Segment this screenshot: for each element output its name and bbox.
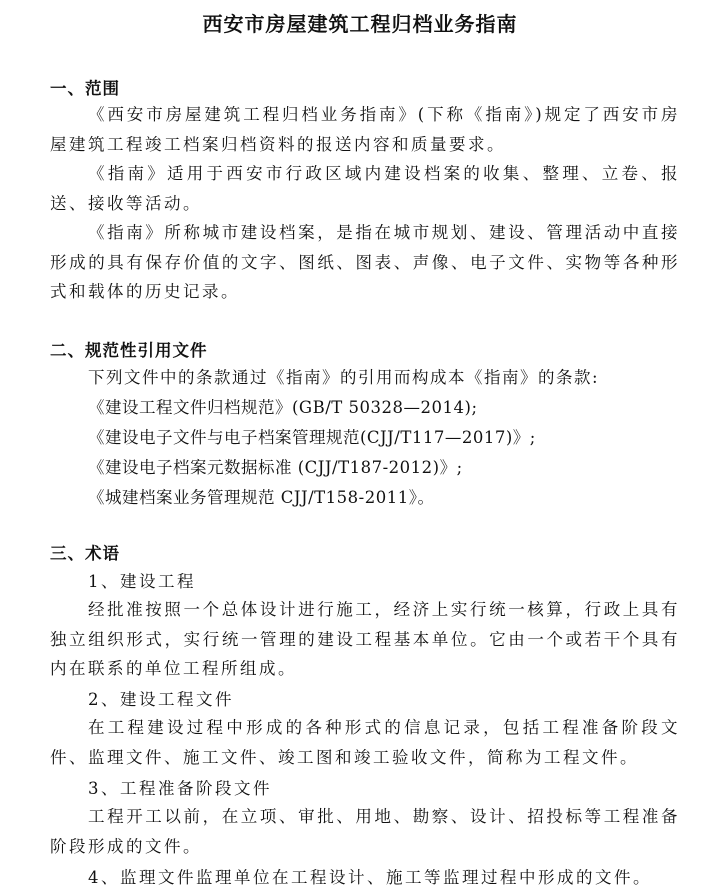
references-intro: 下列文件中的条款通过《指南》的引用而构成本《指南》的条款: (88, 368, 600, 387)
term-title: 4、监理文件监理单位在工程设计、施工等监理过程中形成的文件。 (88, 868, 652, 887)
term-title: 3、工程准备阶段文件 (88, 779, 272, 798)
term-title: 1、建设工程 (88, 572, 196, 591)
reference-item: 《建设工程文件归档规范》(GB/T 50328—2014); (88, 398, 478, 417)
scope-paragraph: 《西安市房屋建筑工程归档业务指南》(下称《指南》)规定了西安市房屋建筑工程竣工档案归档资料的报送内容和质量要求。 (50, 105, 680, 154)
document-title: 西安市房屋建筑工程归档业务指南 (202, 12, 518, 36)
term-title: 2、建设工程文件 (88, 690, 234, 709)
section-heading-references: 二、规范性引用文件 (50, 341, 208, 360)
term-definition: 在工程建设过程中形成的各种形式的信息记录，包括工程准备阶段文件、监理文件、施工文件、竣工图和竣工验收文件，简称为工程文件。 (50, 718, 680, 767)
section-heading-scope: 一、范围 (50, 79, 120, 98)
term-definition: 工程开工以前，在立项、审批、用地、勘察、设计、招投标等工程准备阶段形成的文件。 (50, 807, 680, 856)
reference-item: 《建设电子档案元数据标准 (CJJ/T187-2012)》; (88, 458, 463, 477)
term-definition: 经批准按照一个总体设计进行施工，经济上实行统一核算，行政上具有独立组织形式，实行统一管理的建设工程基本单位。它由一个或若干个具有内在联系的单位工程所组成。 (50, 600, 680, 678)
reference-item: 《城建档案业务管理规范 CJJ/T158-2011》。 (88, 488, 435, 507)
section-heading-terms: 三、术语 (50, 544, 120, 563)
scope-paragraph: 《指南》适用于西安市行政区域内建设档案的收集、整理、立卷、报送、接收等活动。 (50, 164, 680, 213)
scope-paragraph: 《指南》所称城市建设档案，是指在城市规划、建设、管理活动中直接形成的具有保存价值的文字、图纸、图表、声像、电子文件、实物等各种形式和载体的历史记录。 (50, 223, 680, 301)
reference-item: 《建设电子文件与电子档案管理规范(CJJ/T117—2017)》; (88, 428, 536, 447)
